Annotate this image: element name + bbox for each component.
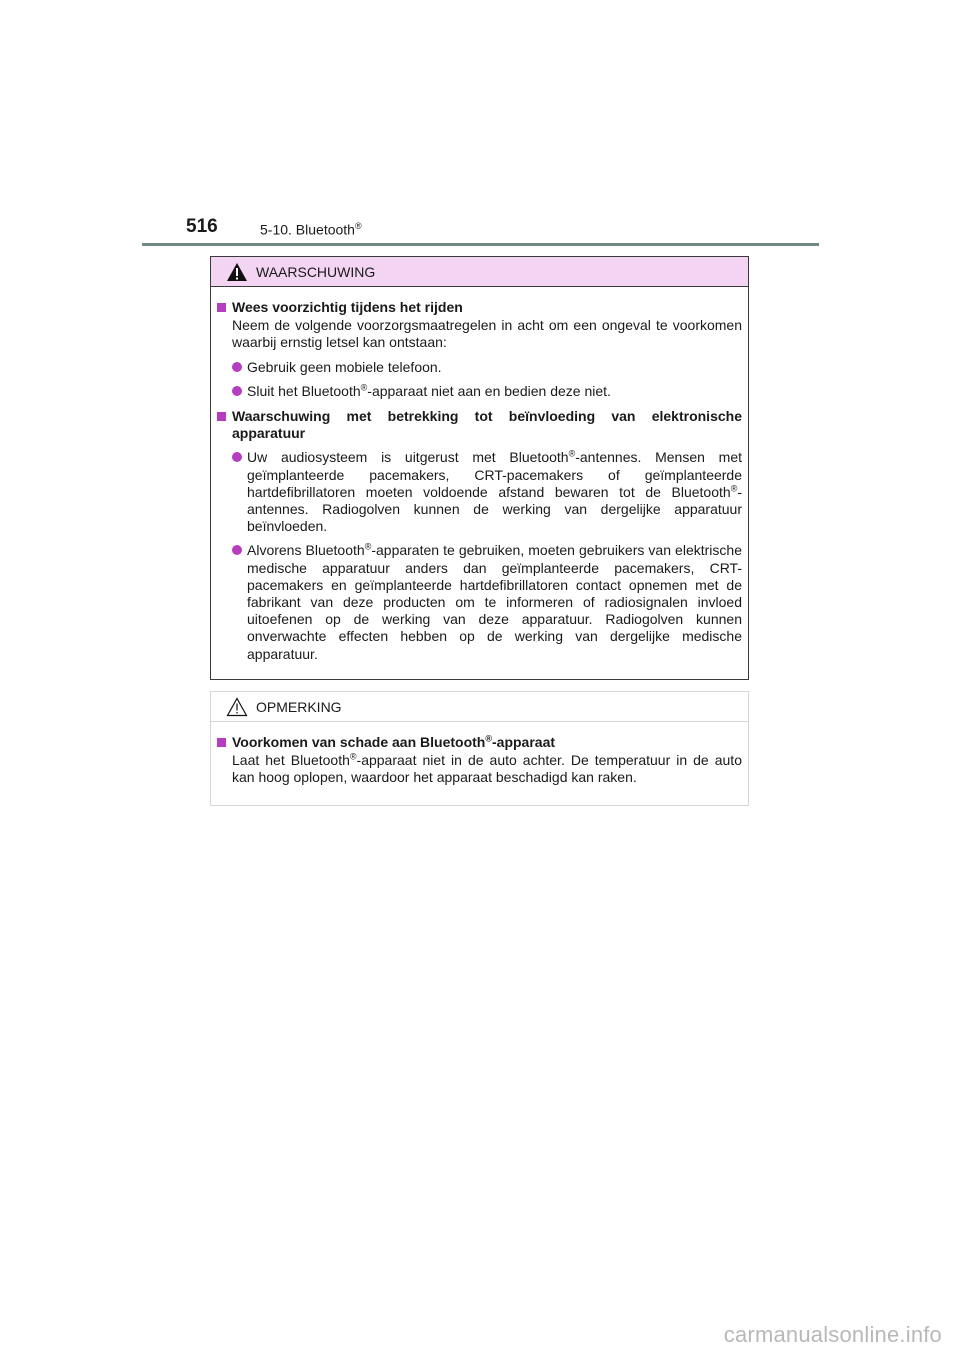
- registered-mark: ®: [360, 382, 368, 393]
- notice-box: [210, 691, 749, 806]
- text-run: Uw audiosysteem is uitgerust met Bluetooth: [247, 449, 569, 466]
- list-item: [217, 383, 742, 400]
- section-heading: [217, 299, 742, 316]
- square-bullet-icon: [217, 738, 226, 747]
- text-run: -antennes. Mensen met geïmplanteerde pacemakers, CRT-pacemakers of geïmplanteerde hartdefibrillatoren moeten voldoende afstand bewaren tot de Bluetooth: [247, 449, 742, 500]
- circle-bullet-icon: [232, 362, 242, 372]
- list-item-text: [247, 383, 742, 400]
- square-bullet-icon: [217, 412, 226, 421]
- list-item-text: [247, 449, 742, 535]
- paragraph: [217, 752, 742, 786]
- registered-mark: ®: [730, 483, 738, 494]
- registered-mark: ®: [349, 751, 357, 762]
- section-heading-text: Waarschuwing met betrekking tot beïnvloeding van elektronische apparatuur: [232, 408, 742, 442]
- square-bullet-icon: [217, 303, 226, 312]
- text-run: -apparaat: [492, 734, 556, 750]
- circle-bullet-icon: [232, 386, 242, 396]
- text-run: Laat het Bluetooth: [232, 752, 350, 769]
- list-item: [217, 449, 742, 535]
- section-heading-text: Wees voorzichtig tijdens het rijden: [232, 299, 463, 315]
- text-run: Voorkomen van schade aan Bluetooth: [232, 734, 486, 750]
- list-item-text: [247, 542, 742, 662]
- warning-box-header: [211, 257, 748, 287]
- registered-mark: ®: [485, 733, 492, 744]
- warning-triangle-icon: [226, 262, 248, 282]
- notice-box-header: [211, 692, 748, 722]
- warning-box-body: [211, 287, 748, 663]
- section-title: [260, 221, 362, 238]
- paragraph: Neem de volgende voorzorgsmaatregelen in acht om een ongeval te voorkomen waarbij ernstig letsel kan ontstaan:: [232, 317, 742, 351]
- header-rule: [142, 243, 819, 246]
- watermark: carmanualsonline.info: [723, 1322, 942, 1347]
- warning-box: [210, 256, 749, 680]
- list-item: [217, 542, 742, 662]
- page-number: 516: [186, 216, 218, 237]
- warning-box-title: WAARSCHUWING: [256, 264, 376, 280]
- circle-bullet-icon: [232, 545, 242, 555]
- notice-box-title: OPMERKING: [256, 699, 342, 715]
- registered-mark: ®: [568, 448, 576, 459]
- notice-box-body: [211, 722, 748, 787]
- list-item: [217, 359, 742, 376]
- circle-bullet-icon: [232, 452, 242, 462]
- text-run: -apparaat niet in de auto achter. De temperatuur in de auto kan hoog oplopen, waardoor het apparaat beschadigd kan raken.: [232, 752, 742, 786]
- caution-outline-icon: [226, 697, 248, 717]
- section-heading-text: [232, 734, 742, 751]
- text-run: -antennes. Radiogolven kunnen de werking van dergelijke apparatuur beïnvloeden.: [247, 483, 742, 535]
- section-title-text: 5-10. Bluetooth: [260, 221, 355, 238]
- section-heading: [217, 734, 742, 751]
- text-run: -apparaten te gebruiken, moeten gebruikers van elektrische medische apparatuur anders dan geïmplanteerde pacemakers, CRT-pacemakers en geïmplanteerde hartdefibrillatoren contact opnemen met de fabrikant van deze producten om te informeren of radiosignalen invloed uitoefenen op de werking van deze apparatuur. Radiogolven kunnen onverwachte effecten hebben op de werking van dergelijke medische apparatuur.: [247, 542, 742, 662]
- list-item-text: Gebruik geen mobiele telefoon.: [247, 358, 442, 375]
- section-heading: [217, 408, 742, 442]
- text-run: -apparaat niet aan en bedien deze niet.: [367, 382, 611, 399]
- text-run: Sluit het Bluetooth: [247, 382, 361, 399]
- registered-mark: ®: [354, 221, 362, 231]
- text-run: Alvorens Bluetooth: [247, 542, 365, 559]
- registered-mark: ®: [364, 541, 372, 552]
